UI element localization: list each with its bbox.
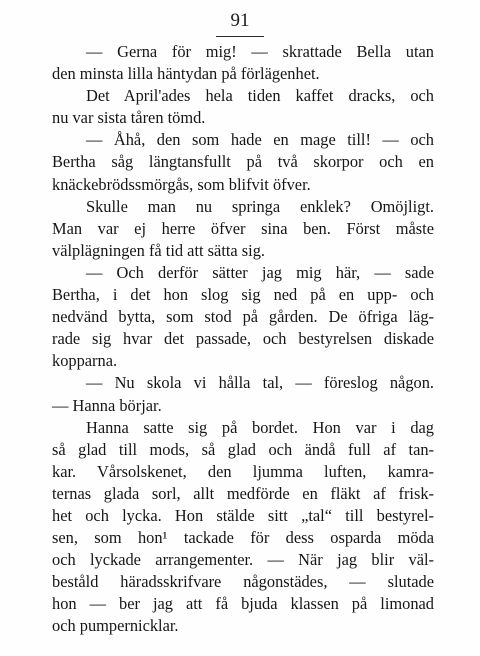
text-line: knäckebrödssmörgås, som blifvit öfver. [52,174,311,194]
page-number-rule [216,36,264,37]
body-text [52,41,434,638]
text-line: kopparna. [52,351,118,371]
text-line: och lyckade arrangementer. — När jag blir väl- [52,550,434,570]
text-line: — Åhå, den som hade en mage till! — och [86,130,434,150]
text-line: het och lycka. Hon stälde sitt „tal“ till bestyrel- [52,505,434,525]
text-line: — Och derför sätter jag mig här, — sade [86,262,434,282]
text-line: den minsta lilla häntydan på förlägenhet. [52,64,320,84]
text-line: så glad till mods, så glad och ändå full af tan- [52,439,434,459]
text-line: Skulle man nu springa enklek? Omöjligt. [86,196,434,216]
text-line: rade sig hvar det passade, och bestyrelsen diskade [52,329,434,349]
text-line: Bertha, i det hon slog sig ned på en upp- och [52,285,434,305]
text-line: och pumpernicklar. [52,616,179,636]
text-line: Det April'ades hela tiden kaffet dracks, och [86,86,434,106]
text-line: nu var sista tåren tömd. [52,108,206,128]
text-line: välplägningen få tid att sätta sig. [52,240,266,260]
text-line: — Nu skola vi hålla tal, — föreslog någon. [86,373,434,393]
text-line: nedvänd bytta, som stod på gården. De öfriga läg- [52,307,434,327]
page-number: 91 [230,10,250,31]
text-line: Hanna satte sig på bordet. Hon var i dag [86,417,434,437]
text-line: beståld häradsskrifvare någonstädes, — slutade [52,572,434,592]
text-line: Bertha såg längtansfullt på två skorpor och en [52,152,434,172]
text-line: — Gerna för mig! — skrattade Bella utan [86,42,434,61]
text-line: hon — ber jag att få bjuda klassen på limonad [52,594,434,614]
text-line: kar. Vårsolskenet, den ljumma luften, kamra- [52,461,434,481]
text-line: ternas glada sorl, allt medförde en fläkt af frisk- [52,483,434,503]
text-line: sen, som hon¹ tackade för dess osparda möda [52,528,434,548]
text-line: — Hanna börjar. [52,395,162,415]
text-line: Man var ej herre öfver sina ben. Först måste [52,218,434,238]
